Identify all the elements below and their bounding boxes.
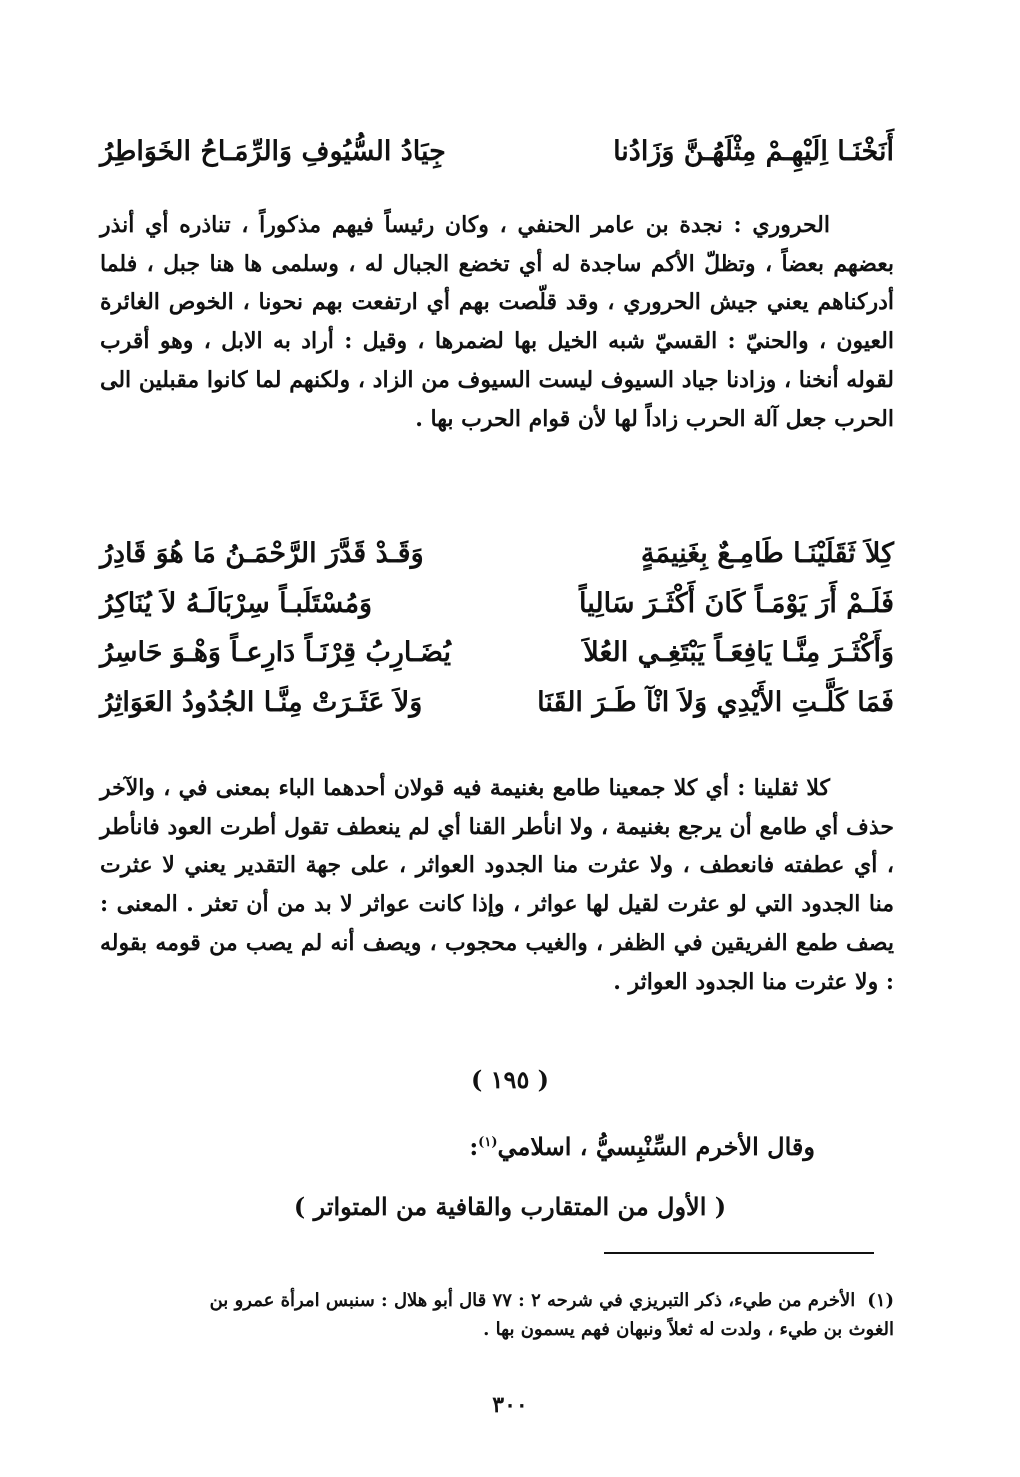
footnote-divider: [604, 1252, 874, 1254]
verse-first-hemistich: فَمَا كَلَّـتِ الأَيْدِي وَلاَ انْآ طَـرَ القَنَا: [537, 686, 894, 718]
verse-line: [100, 588, 894, 638]
verse-first-hemistich: فَلَـمْ أَرَ يَوْمَـاً كَانَ أَكْثَـرَ سَالِياً: [579, 587, 894, 619]
verse-top-second-hemistich: جِيَادُ السُّيُوفِ وَالرِّمَـاحُ الخَوَاطِرُ: [100, 136, 446, 167]
poem-introduction: [469, 1132, 815, 1161]
verse-first-hemistich: كِلاَ ثَقَلَيْنَـا طَامِـعٌ بِغَنِيمَةٍ: [640, 538, 894, 569]
footnote-line-1: [100, 1286, 894, 1315]
poem-verses: [100, 538, 894, 736]
commentary-first-text: الحروري : نجدة بن عامر الحنفي ، وكان رئيساً فيهم مذكوراً ، تناذره أي أنذر بعضهم بعضاً ، وتظلّ الأكم ساجدة له أي تخضع الجبال له ، وسلمى ها هنا جبل ، فلما أدركناهم يعني جيش الحروري ، وقد قلّصت بهم أي ارتفعت بهم نحونا ، الخوص الغائرة العيون ، والحنيّ : القسيّ شبه الخيل بها لضمرها ، وقيل : أراد به الابل ، وهو أقرب لقوله أنخنا ، وزادنا جياد السيوف ليست السيوف من الزاد ، ولكنهم لما كانوا مقبلين الى الحرب جعل آلة الحرب زاداً لها لأن قوام الحرب بها .: [100, 212, 894, 432]
meter-note: ( الأول من المتقارب والقافية من المتواتر ): [293, 1192, 727, 1221]
footnote-text-1: الأخرم من طيء، ذكر التبريزي في شرحه ٢ : ٧٧ قال أبو هلال : سنبس امرأة عمرو بن: [209, 1290, 856, 1311]
verse-line: [100, 538, 894, 588]
verse-second-hemistich: وَمُسْتَلَبـاً سِرْبَالَـهُ لاَ يُنَاكِرُ: [100, 587, 373, 619]
verse-top-first-hemistich: أَنَخْنَـا اِلَيْهِـمْ مِثْلَهُـنَّ وَزَادُنا: [613, 136, 894, 167]
verse-second-hemistich: وَلاَ عَثَـرَتْ مِنَّـا الجُدُودُ العَوَاثِرُ: [100, 686, 423, 718]
commentary-second: [100, 769, 894, 1001]
footnote-line-2: الغوث بن طيء ، ولدت له ثعلاً ونبهان فهم يسمون بها .: [483, 1319, 894, 1340]
page-number: ٣٠٠: [492, 1392, 528, 1418]
footnote-reference: (١): [478, 1135, 498, 1150]
poem-number: ( ١٩٥ ): [470, 1065, 550, 1094]
commentary-first: [100, 206, 894, 438]
intro-text: وقال الأخرم السِّنْبِسيُّ ، اسلامي: [497, 1132, 815, 1161]
footnote: [100, 1286, 894, 1344]
verse-first-hemistich: وَأَكْثَـرَ مِنَّـا يَافِعَـاً يَبْتَغِـي العُلاَ: [583, 637, 894, 668]
intro-colon: :: [469, 1132, 479, 1161]
verse-top: [100, 136, 894, 167]
verse-line: [100, 637, 894, 687]
verse-second-hemistich: وَقَـدْ قَدَّرَ الرَّحْمَـنُ مَا هُوَ قَادِرُ: [100, 538, 424, 569]
verse-line: [100, 687, 894, 737]
footnote-marker: (١): [867, 1290, 894, 1311]
verse-second-hemistich: يُضَـارِبُ قِرْنَـاً دَارِعـاً وَهْـوَ حَاسِرُ: [100, 637, 451, 668]
commentary-second-text: كلا ثقلينا : أي كلا جمعينا طامع بغنيمة فيه قولان أحدهما الباء بمعنى في ، والآخر حذف أي طامع أن يرجع بغنيمة ، ولا انأطر القنا أي لم ينعطف تقول أطرت العود فانأطر ، أي عطفته فانعطف ، ولا عثرت منا الجدود العواثر ، على جهة التقدير يعني لا عثرت منا الجدود التي لو عثرت لقيل لها عواثر ، وإذا كانت عواثر لا بد من أن تعثر . المعنى : يصف طمع الفريقين في الظفر ، والغيب محجوب ، ويصف أنه لم يصب من قومه بقوله : ولا عثرت منا الجدود العواثر .: [100, 775, 894, 995]
